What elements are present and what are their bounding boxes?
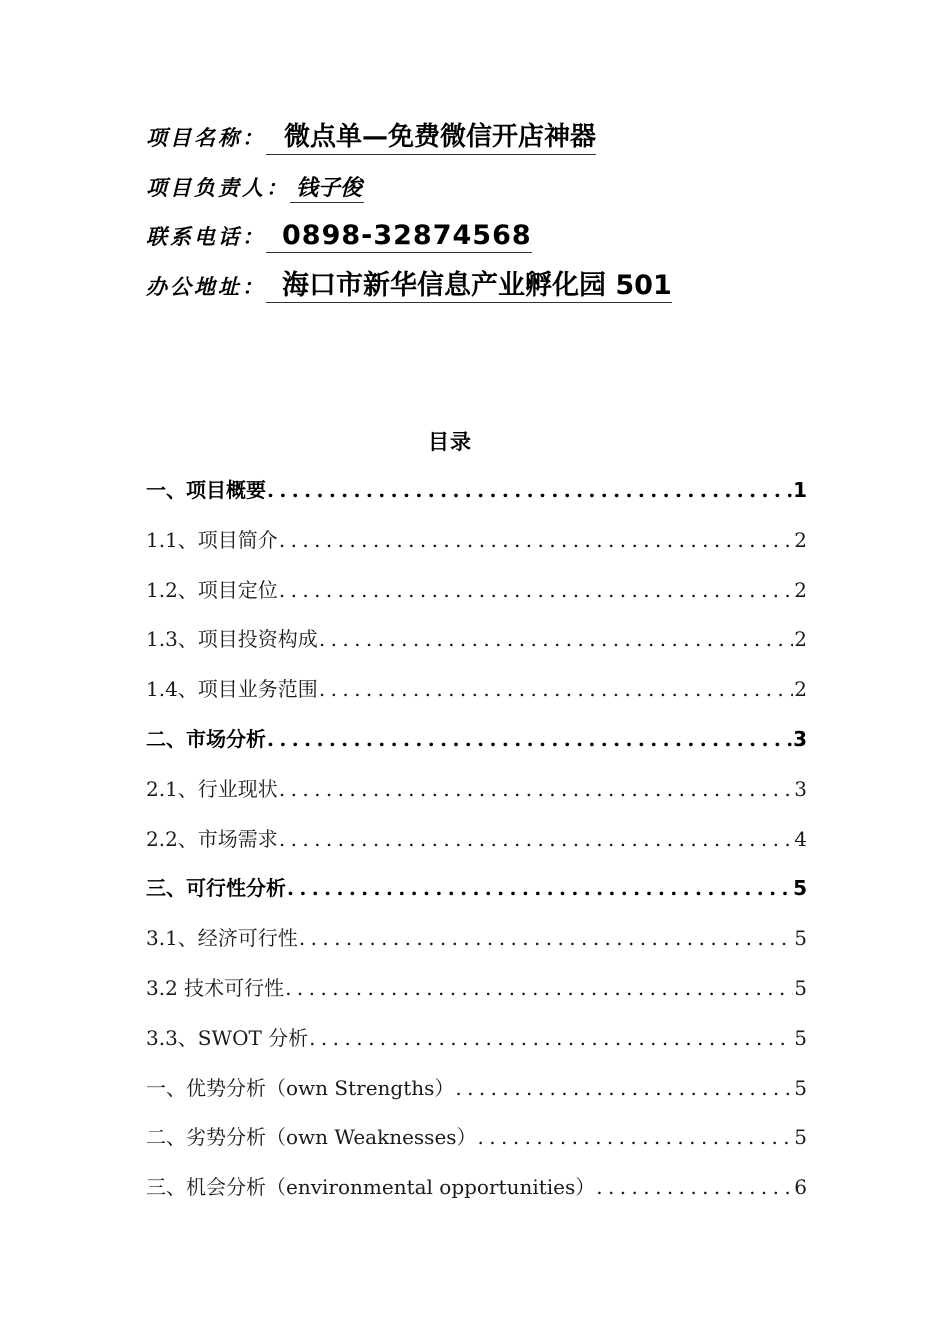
toc-dot-leader bbox=[267, 727, 792, 751]
project-name-label: 项目名称： bbox=[146, 125, 266, 150]
toc-dot-leader bbox=[279, 528, 793, 552]
toc-entry[interactable] bbox=[146, 1171, 807, 1207]
toc-dot-leader bbox=[596, 1175, 793, 1199]
toc-dot-leader bbox=[287, 876, 792, 900]
project-lead-value: 钱子俊 bbox=[290, 176, 364, 203]
address-label: 办公地址： bbox=[146, 274, 266, 299]
toc-entry-title: 二、劣势分析（own Weaknesses） bbox=[146, 1125, 477, 1150]
phone-row bbox=[146, 220, 532, 253]
toc-entry-title: 2.2、市场需求 bbox=[146, 826, 278, 851]
toc-page-number: 3 bbox=[794, 776, 807, 801]
toc-dot-leader bbox=[279, 827, 793, 851]
toc-entry[interactable] bbox=[146, 623, 807, 659]
toc-entry-title: 1.1、项目简介 bbox=[146, 527, 278, 552]
toc-entry-title: 1.3、项目投资构成 bbox=[146, 627, 318, 652]
toc-entry[interactable] bbox=[146, 673, 807, 709]
toc-page-number: 2 bbox=[794, 527, 807, 552]
toc-entry[interactable] bbox=[146, 723, 807, 759]
toc-entry-title: 二、市场分析 bbox=[146, 727, 266, 751]
toc-entry-title: 3.3、SWOT 分析 bbox=[146, 1025, 309, 1050]
toc-page-number: 2 bbox=[794, 677, 807, 702]
toc-dot-leader bbox=[455, 1076, 793, 1100]
toc-entry[interactable] bbox=[146, 972, 807, 1008]
toc-page-number: 2 bbox=[794, 577, 807, 602]
toc-entry-title: 2.1、行业现状 bbox=[146, 776, 278, 801]
toc-entry[interactable] bbox=[146, 1022, 807, 1058]
toc-page-number: 1 bbox=[793, 478, 807, 502]
project-lead-row bbox=[146, 172, 364, 203]
toc-entry[interactable] bbox=[146, 474, 807, 510]
address-value: 海口市新华信息产业孵化园 501 bbox=[266, 270, 672, 303]
toc-entry[interactable] bbox=[146, 872, 807, 908]
toc-entry-title: 一、项目概要 bbox=[146, 478, 266, 502]
toc-page-number: 2 bbox=[794, 627, 807, 652]
toc-page-number: 6 bbox=[794, 1175, 807, 1200]
toc-entry[interactable] bbox=[146, 1072, 807, 1108]
toc-page-number: 3 bbox=[793, 727, 807, 751]
toc-page-number: 5 bbox=[793, 876, 807, 901]
toc-dot-leader bbox=[267, 478, 792, 502]
toc-page-number: 5 bbox=[794, 976, 807, 1000]
toc-entry[interactable] bbox=[146, 524, 807, 560]
address-row bbox=[146, 270, 672, 303]
toc-page-number: 5 bbox=[794, 1025, 807, 1050]
toc-entry[interactable] bbox=[146, 823, 807, 859]
toc-page-number: 5 bbox=[794, 926, 807, 951]
toc-entry-title: 一、优势分析（own Strengths） bbox=[146, 1075, 455, 1100]
toc-entry[interactable] bbox=[146, 1121, 807, 1157]
toc-dot-leader bbox=[309, 1026, 793, 1050]
toc-entry-title: 1.2、项目定位 bbox=[146, 577, 278, 602]
toc-title: 目录 bbox=[428, 430, 472, 454]
toc-page-number: 5 bbox=[794, 1075, 807, 1100]
toc-entry[interactable] bbox=[146, 773, 807, 809]
toc-dot-leader bbox=[478, 1125, 794, 1149]
toc-dot-leader bbox=[279, 777, 793, 801]
toc-dot-leader bbox=[279, 578, 793, 602]
toc-entry-title: 三、可行性分析 bbox=[146, 876, 286, 901]
toc-dot-leader bbox=[299, 926, 793, 950]
toc-dot-leader bbox=[319, 627, 793, 651]
toc-entry[interactable] bbox=[146, 922, 807, 958]
toc-page-number: 4 bbox=[794, 826, 807, 851]
toc-dot-leader bbox=[285, 976, 793, 1000]
project-lead-label: 项目负责人： bbox=[146, 175, 290, 200]
toc-entry[interactable] bbox=[146, 574, 807, 610]
toc-entry-title: 1.4、项目业务范围 bbox=[146, 677, 318, 702]
phone-value: 0898-32874568 bbox=[266, 220, 532, 253]
toc-page-number: 5 bbox=[794, 1125, 807, 1150]
phone-label: 联系电话： bbox=[146, 224, 266, 249]
toc-entry-title: 3.1、经济可行性 bbox=[146, 926, 298, 951]
project-name-value: 微点单—免费微信开店神器 bbox=[266, 123, 596, 155]
toc-entry-title: 三、机会分析（environmental opportunities） bbox=[146, 1175, 596, 1200]
project-name-row bbox=[146, 122, 596, 155]
toc-dot-leader bbox=[319, 677, 793, 701]
toc-entry-title: 3.2 技术可行性 bbox=[146, 976, 285, 1000]
